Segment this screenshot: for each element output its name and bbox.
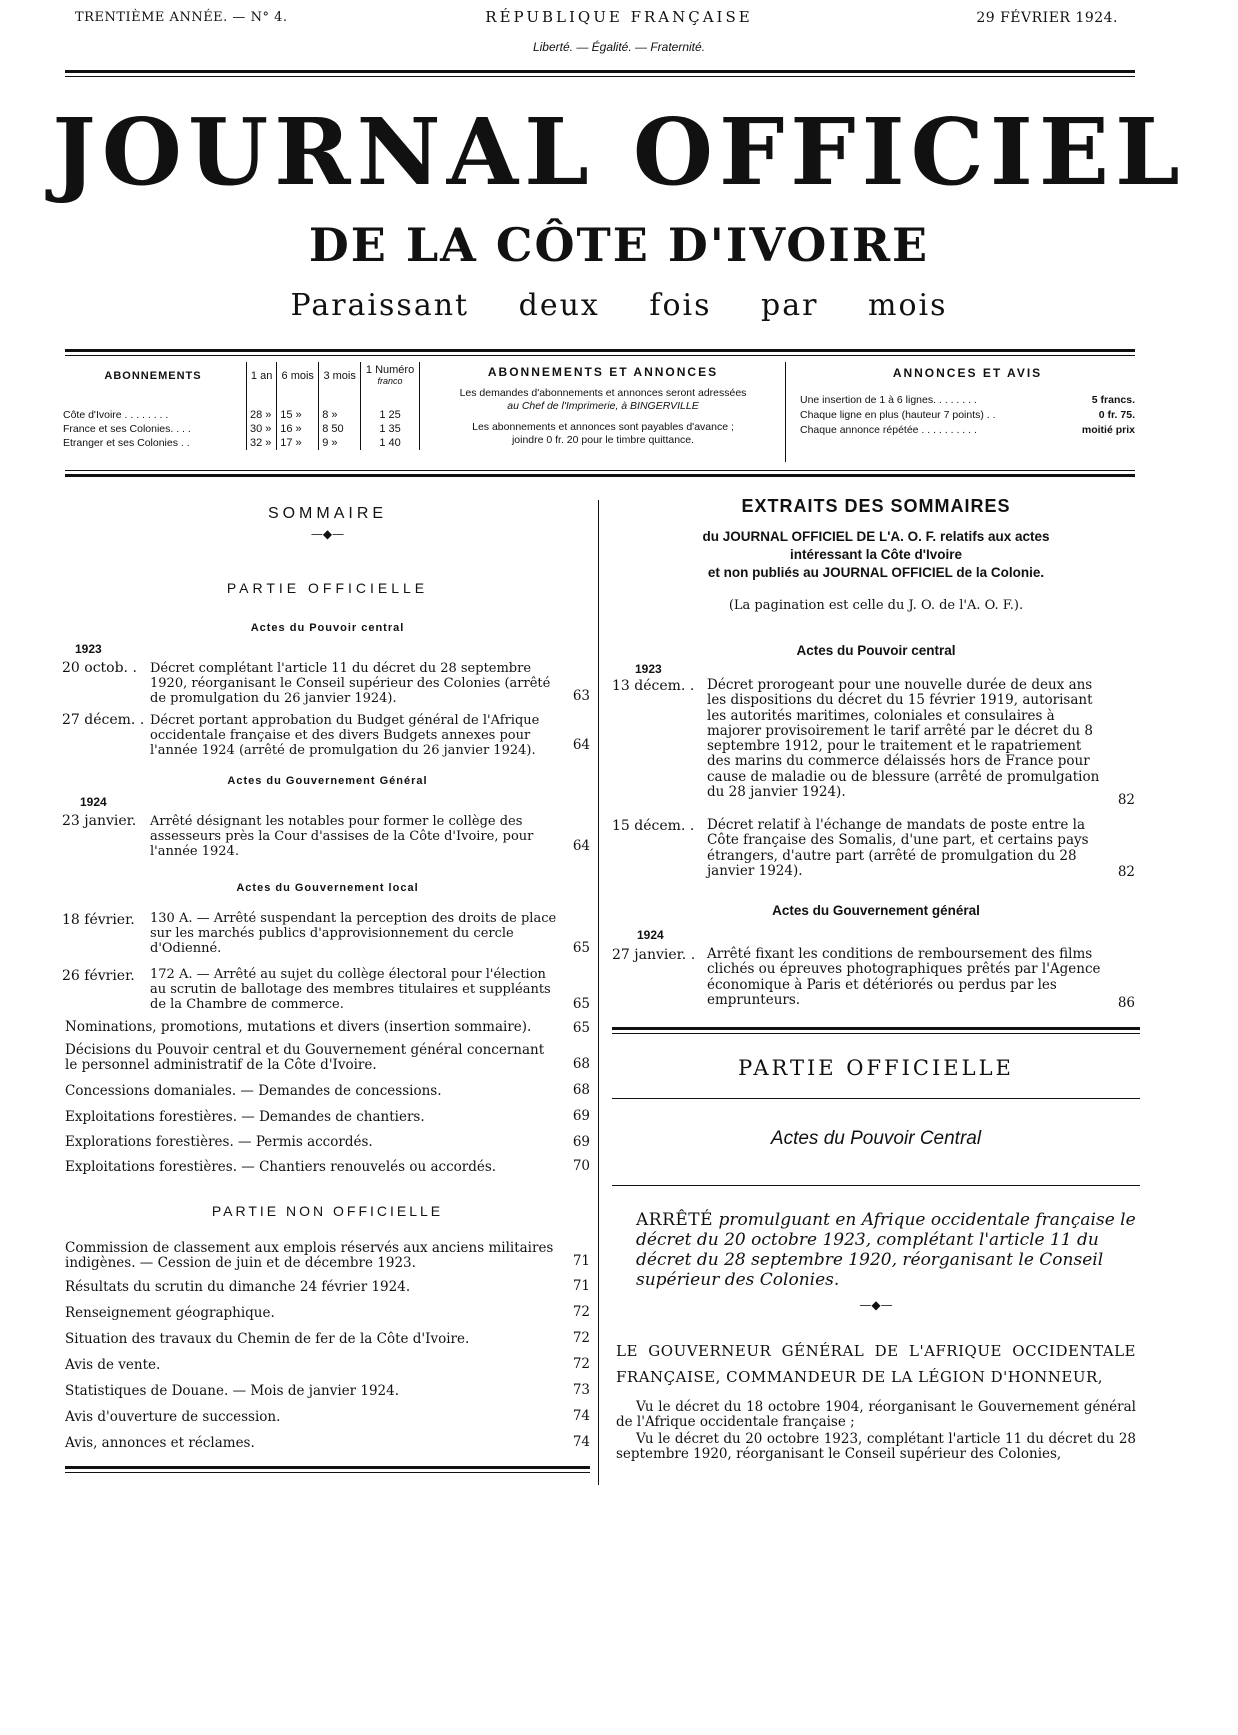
year-1923: 1923: [635, 662, 662, 676]
annonces-line: au Chef de l'Imprimerie, à BINGERVILLE: [507, 400, 699, 412]
entry-date: 15 décem. .: [612, 818, 695, 834]
non-officielle-entry: Avis d'ouverture de succession.: [65, 1409, 281, 1425]
entry-text: 130 A. — Arrêté suspendant la perception des droits de place sur les marchés publics d'approvisionnement du cercle d'Odienné.: [150, 911, 557, 956]
entry-page: 72: [572, 1304, 590, 1320]
non-officielle-entry: Avis de vente.: [65, 1357, 161, 1373]
entry-page: 74: [572, 1408, 590, 1424]
misc-entry: Exploitations forestières. — Chantiers renouvelés ou accordés.: [65, 1159, 497, 1175]
gouvernement-general-heading: Actes du Gouvernement Général: [227, 775, 428, 787]
col-franco: franco: [377, 376, 403, 386]
entry-text: Décret relatif à l'échange de mandats de poste entre la Côte française des Somalis, d'une part, et certains pays étrangers, d'autre part (arrêté de promulgation du 28 janvier 1924).: [707, 817, 1089, 879]
entry-text: Arrêté désignant les notables pour former le collège des assesseurs près la Cour d'assises de la Côte d'Ivoire, pour l'année 1924.: [150, 814, 534, 859]
arrete-title: [636, 1210, 1136, 1290]
year-1923: 1923: [75, 642, 102, 656]
col-6mois: 6 mois: [277, 362, 319, 390]
entry-page: 71: [572, 1253, 590, 1269]
partie-officielle-title: PARTIE OFFICIELLE: [738, 1056, 1014, 1080]
entry-date: 26 février.: [62, 968, 135, 984]
entry-text: Arrêté fixant les conditions de remboursement des films clichés ou épreuves photographiques prêtés par l'Agence économique à Paris et détériorés ou perdus par les emprunteurs.: [707, 946, 1101, 1008]
entry-date: 20 octob. .: [62, 660, 137, 676]
abonnements-box: [60, 362, 420, 472]
entry-date: 27 janvier. .: [612, 947, 696, 963]
non-officielle-entry: Situation des travaux du Chemin de fer de la Côte d'Ivoire.: [65, 1331, 470, 1347]
entry-date: 13 décem. .: [612, 678, 695, 694]
ornament-divider: —◆—: [859, 1298, 893, 1312]
entry-page: 82: [1117, 864, 1135, 880]
col-numero: 1 Numéro: [365, 364, 415, 376]
entry-page: 68: [572, 1082, 590, 1098]
col-1an: 1 an: [247, 362, 277, 390]
devise: Liberté. — Égalité. — Fraternité.: [532, 40, 706, 54]
entry-page: 71: [572, 1278, 590, 1294]
rule-below-boxes: [65, 474, 1135, 477]
entry-page: 68: [572, 1056, 590, 1072]
header-rule-thin: [65, 76, 1135, 77]
tarif-row: France et ses Colonies. . . . 30 » 16 » 8 50 1 35: [60, 422, 420, 436]
vu-clause: Vu le décret du 20 octobre 1923, complétant l'article 11 du décret du 28 septembre 1920, réorganisant le Conseil supérieur des Colonies,: [616, 1431, 1136, 1462]
header-rule: [65, 70, 1135, 73]
entry-page: 86: [1117, 995, 1135, 1011]
box-divider: [785, 362, 786, 462]
arrete-lead: ARRÊTÉ: [636, 1210, 714, 1230]
non-officielle-entry: Renseignement géographique.: [65, 1305, 275, 1321]
journal-subtitle: DE LA CÔTE D'IVOIRE: [308, 218, 930, 272]
annonces-avis-box: [800, 362, 1135, 438]
tarif-row: Côte d'Ivoire . . . . . . . . 28 » 15 » 8 » 1 25: [60, 408, 420, 422]
entry-text: Décret prorogeant pour une nouvelle durée de deux ans les dispositions du décret du 15 février 1919, autorisant les autorités maritimes, coloniales et consulaires à majorer provisoirement le tarif arrêté par le décret du 8 septembre 1912, pour le traitement et le rapatriement des marins du commerce délaissés hors de France pour cause de maladie ou de blessure (arrêté de promulgation du 28 janvier 1924).: [707, 677, 1100, 801]
abonnements-heading: ABONNEMENTS: [104, 370, 202, 382]
annonces-line: Les abonnements et annonces sont payables d'avance ;: [472, 421, 734, 433]
column-divider: [598, 500, 599, 1485]
entry-page: 69: [572, 1108, 590, 1124]
tagline: Paraissant deux fois par mois: [290, 288, 948, 323]
partie-officielle-heading: PARTIE OFFICIELLE: [226, 580, 429, 596]
abonnements-annonces-box: [422, 362, 784, 462]
entry-page: 72: [572, 1330, 590, 1346]
misc-entry: Exploitations forestières. — Demandes de chantiers.: [65, 1109, 425, 1125]
entry-page: 70: [572, 1158, 590, 1174]
year-1924: 1924: [637, 928, 664, 942]
col-3mois: 3 mois: [319, 362, 361, 390]
entry-page: 72: [572, 1356, 590, 1372]
avis-row: Chaque annonce répétée . . . . . . . . . . moitié prix: [800, 424, 1135, 436]
rule-below-boxes-thin: [65, 470, 1135, 471]
entry-page: 65: [572, 996, 590, 1012]
entry-text: Décret complétant l'article 11 du décret du 28 septembre 1920, réorganisant le Conseil supérieur des Colonies (arrêté de promulgation du 26 janvier 1924).: [150, 661, 551, 706]
actes-rule: [612, 1185, 1140, 1186]
vu-clause: Vu le décret du 18 octobre 1904, réorganisant le Gouvernement général de l'Afrique occidentale française ;: [616, 1399, 1136, 1430]
sommaire-end-rule: [65, 1466, 590, 1469]
non-officielle-entry: Statistiques de Douane. — Mois de janvier 1924.: [65, 1383, 400, 1399]
entry-page: 65: [572, 1020, 590, 1036]
ornament-divider: —◆—: [310, 527, 345, 541]
misc-entry: Concessions domaniales. — Demandes de concessions.: [65, 1083, 442, 1099]
entry-date: 23 janvier.: [62, 813, 137, 829]
partie-officielle-rule: [612, 1098, 1140, 1099]
avis-row: Chaque ligne en plus (hauteur 7 points) . . 0 fr. 75.: [800, 409, 1135, 421]
extraits-heading: EXTRAITS DES SOMMAIRES: [741, 496, 1011, 516]
entry-text: Décret portant approbation du Budget général de l'Afrique occidentale française et des divers Budgets annexes pour l'année 1924 (arrêté de promulgation du 26 janvier 1924).: [150, 713, 540, 758]
gouverneur-preamble: LE GOUVERNEUR GÉNÉRAL DE L'AFRIQUE OCCIDENTALE FRANÇAISE, COMMANDEUR DE LA LÉGION D'HONNEUR,: [616, 1342, 1136, 1386]
entry-date: 27 décem. .: [62, 712, 145, 728]
entry-page: 82: [1117, 792, 1135, 808]
misc-entry: Explorations forestières. — Permis accordés.: [65, 1134, 373, 1150]
rule-above-boxes: [65, 349, 1135, 352]
entry-page: 74: [572, 1434, 590, 1450]
rule-above-boxes-thin: [65, 355, 1135, 356]
sommaire-heading: SOMMAIRE: [267, 505, 388, 522]
extraits-end-rule: [612, 1027, 1140, 1030]
extraits-subheading: du JOURNAL OFFICIEL DE L'A. O. F. relatifs aux actes intéressant la Côte d'Ivoire et non publiés au JOURNAL OFFICIEL de la Colonie.: [702, 529, 1050, 580]
gouvernement-local-heading: Actes du Gouvernement local: [236, 882, 419, 894]
entry-date: 18 février.: [62, 912, 135, 928]
entry-page: 64: [572, 838, 590, 854]
avis-row: Une insertion de 1 à 6 lignes. . . . . . . . 5 francs.: [800, 394, 1135, 406]
non-officielle-entry: Commission de classement aux emplois réservés aux anciens militaires indigènes. — Cession de juin et de décembre 1923.: [65, 1240, 554, 1271]
annonces-line: joindre 0 fr. 20 pour le timbre quittance.: [511, 434, 695, 446]
tarif-row: Etranger et ses Colonies . . 32 » 17 » 9 » 1 40: [60, 436, 420, 450]
abonnements-annonces-heading: ABONNEMENTS ET ANNONCES: [487, 365, 719, 379]
partie-non-officielle-heading: PARTIE NON OFFICIELLE: [211, 1203, 444, 1219]
issue-date: 29 FÉVRIER 1924.: [976, 10, 1118, 26]
journal-title: JOURNAL OFFICIEL: [52, 98, 1186, 206]
misc-entry: Décisions du Pouvoir central et du Gouvernement général concernant le personnel administratif de la Côte d'Ivoire.: [65, 1042, 545, 1073]
entry-page: 69: [572, 1134, 590, 1150]
extraits-end-rule-thin: [612, 1033, 1140, 1034]
annonces-line: Les demandes d'abonnements et annonces seront adressées: [459, 387, 747, 399]
entry-page: 63: [572, 688, 590, 704]
entry-page: 73: [572, 1382, 590, 1398]
republique-francaise: RÉPUBLIQUE FRANÇAISE: [485, 8, 753, 26]
year-1924: 1924: [80, 795, 107, 809]
annonces-avis-heading: ANNONCES ET AVIS: [892, 366, 1043, 380]
pouvoir-central-heading: Actes du Pouvoir central: [250, 622, 405, 634]
actes-pouvoir-central-title: Actes du Pouvoir Central: [770, 1128, 982, 1149]
entry-text: 172 A. — Arrêté au sujet du collège électoral pour l'élection au scrutin de ballotage des membres titulaires et suppléants de la Chambre de commerce.: [150, 967, 551, 1012]
non-officielle-entry: Résultats du scrutin du dimanche 24 février 1924.: [65, 1279, 411, 1295]
arrete-text: promulguant en Afrique occidentale française le décret du 20 octobre 1923, complétant l'article 11 du décret du 28 septembre 1920, réorganisant le Conseil supérieur des Colonies.: [636, 1210, 1136, 1290]
sommaire-end-rule-thin: [65, 1472, 590, 1473]
annee-numero: TRENTIÈME ANNÉE. — N° 4.: [75, 10, 288, 25]
entry-page: 64: [572, 737, 590, 753]
misc-entry: Nominations, promotions, mutations et divers (insertion sommaire).: [65, 1019, 532, 1035]
extraits-pouvoir-central: Actes du Pouvoir central: [796, 643, 956, 658]
pagination-note: (La pagination est celle du J. O. de l'A. O. F.).: [728, 598, 1024, 613]
extraits-gouvernement-general: Actes du Gouvernement général: [772, 903, 980, 918]
entry-page: 65: [572, 940, 590, 956]
non-officielle-entry: Avis, annonces et réclames.: [65, 1435, 255, 1451]
